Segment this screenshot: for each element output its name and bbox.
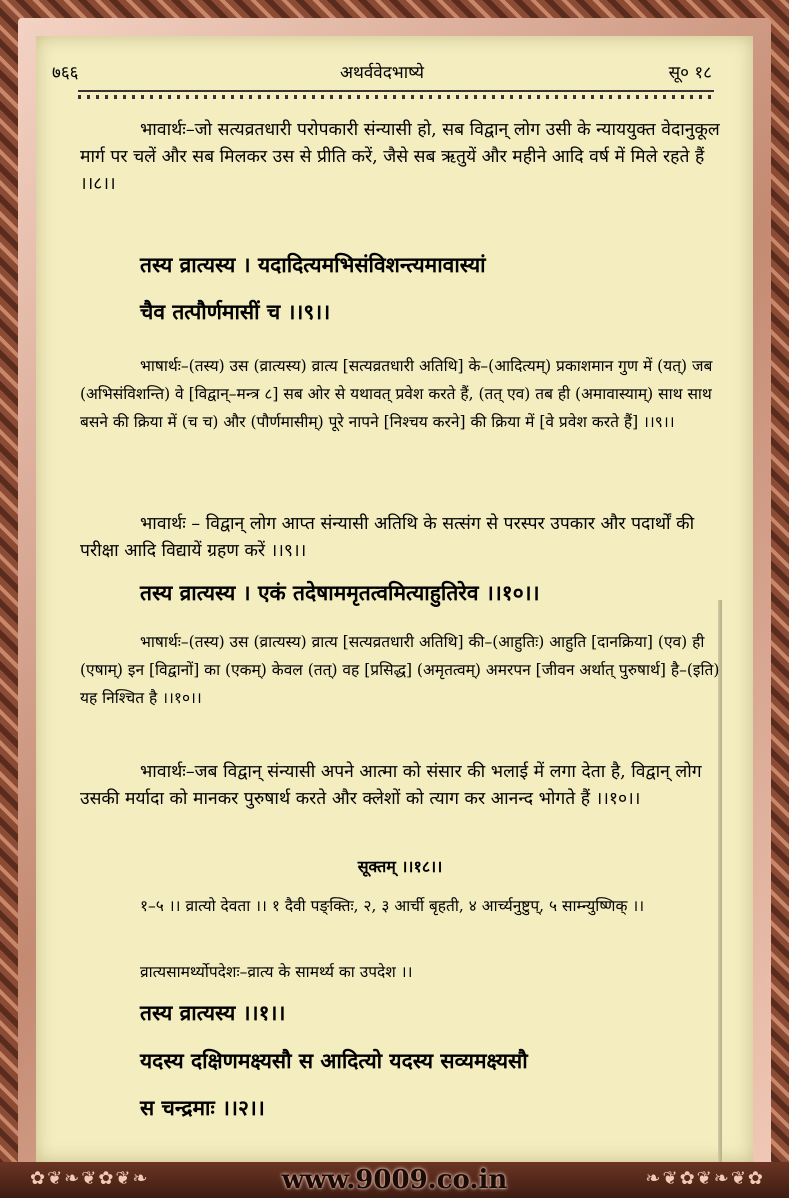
book-title: अथर्ववेदभाष्ये [339, 63, 425, 83]
bhasharth-9: भाषार्थः–(तस्य) उस (व्रात्यस्य) व्रात्य [सत्यव्रतधारी अतिथि] के–(आदित्यम्) प्रकाशमान गुण में (यत्) जब (अभिसंविशन्ति) वे [विद्वान्–मन्त्र ८] सब ओर से यथावत् प्रवेश करते हैं, (तत् एव) तब ही (अमावास्याम्) साथ साथ बसने की क्रिया में (च च) और (पौर्णमासीम्) पूरे नापने [निश्चय करने] की क्रिया में [वे प्रवेश करते हैं] ।।९।। [80, 357, 713, 431]
footer-website-link[interactable]: www.9009.co.in [281, 1165, 508, 1195]
footer-swirl-ornament-left: ✿❦❧❦✿❦❧ [30, 1168, 150, 1189]
sukta-devata-chhanda: १–५ ।। व्रात्यो देवता ।। १ दैवी पङ्क्तिः, २, ३ आर्ची बृहती, ४ आर्च्यनुष्टुप्, ५ साम्न्युष्णिक् ।। [140, 897, 645, 915]
bhavartha-10: भावार्थः–जब विद्वान् संन्यासी अपने आत्मा को संसार की भलाई में लगा देता है, विद्वान् लोग उसकी मर्यादा को मानकर पुरुषार्थ करते और क्लेशों को त्याग कर आनन्द भोगते हैं ।।१०।। [80, 762, 702, 809]
mantra-10: तस्य व्रात्यस्य । एकं तदेषाममृतत्वमित्याहुतिरेव ।।१०।। [140, 580, 540, 605]
sukta-upadesha: व्रात्यसामर्थ्योपदेशः–व्रात्य के सामर्थ्य का उपदेश ।। [140, 963, 413, 981]
sukta-reference: सू० १८ [668, 63, 712, 83]
mantra-9-line-2: चैव तत्पौर्णमासीं च ।।९।। [140, 299, 331, 324]
bhavartha-8: भावार्थः–जो सत्यव्रतधारी परोपकारी संन्यासी हो, सब विद्वान् लोग उसी के न्याययुक्त वेदानुकूल मार्ग पर चलें और सब मिलकर उस से प्रीति करें, जैसे सब ऋतुयें और महीने आदि वर्ष में मिले रहते हैं ।।८।। [80, 120, 720, 194]
mantra-18-2-line-1: यदस्य दक्षिणमक्ष्यसौ स आदित्यो यदस्य सव्यमक्ष्यसौ [140, 1048, 528, 1073]
page-number: ७६६ [52, 63, 79, 83]
bhavartha-9: भावार्थः – विद्वान् लोग आप्त संन्यासी अतिथि के सत्संग से परस्पर उपकार और पदार्थों की परीक्षा आदि विद्यायें ग्रहण करें ।।९।। [80, 514, 695, 561]
page-header [52, 60, 712, 88]
mantra-18-1: तस्य व्रात्यस्य ।।१।। [140, 1000, 286, 1025]
footer-swirl-ornament-right: ❧❦✿❦❧❦✿ [645, 1168, 765, 1189]
bhasharth-10: भाषार्थः–(तस्य) उस (व्रात्यस्य) व्रात्य [सत्यव्रतधारी अतिथि] की–(आहुतिः) आहुति [दानक्रिया] (एव) ही (एषाम्) इन [विद्वानों] का (एकम्) केवल (तत्) वह [प्रसिद्ध] (अमृतत्वम्) अमरपन [जीवन अर्थात् पुरुषार्थ] है–(इति) यह निश्चित है ।।१०।। [80, 633, 720, 707]
mantra-18-2-line-2: स चन्द्रमाः ।।२।। [140, 1095, 265, 1120]
sukta-heading: सूक्तम् ।।१८।। [357, 857, 443, 876]
header-ornament-rule [78, 90, 714, 102]
mantra-9-line-1: तस्य व्रात्यस्य । यदादित्यमभिसंविशन्त्यमावास्यां [140, 252, 486, 277]
